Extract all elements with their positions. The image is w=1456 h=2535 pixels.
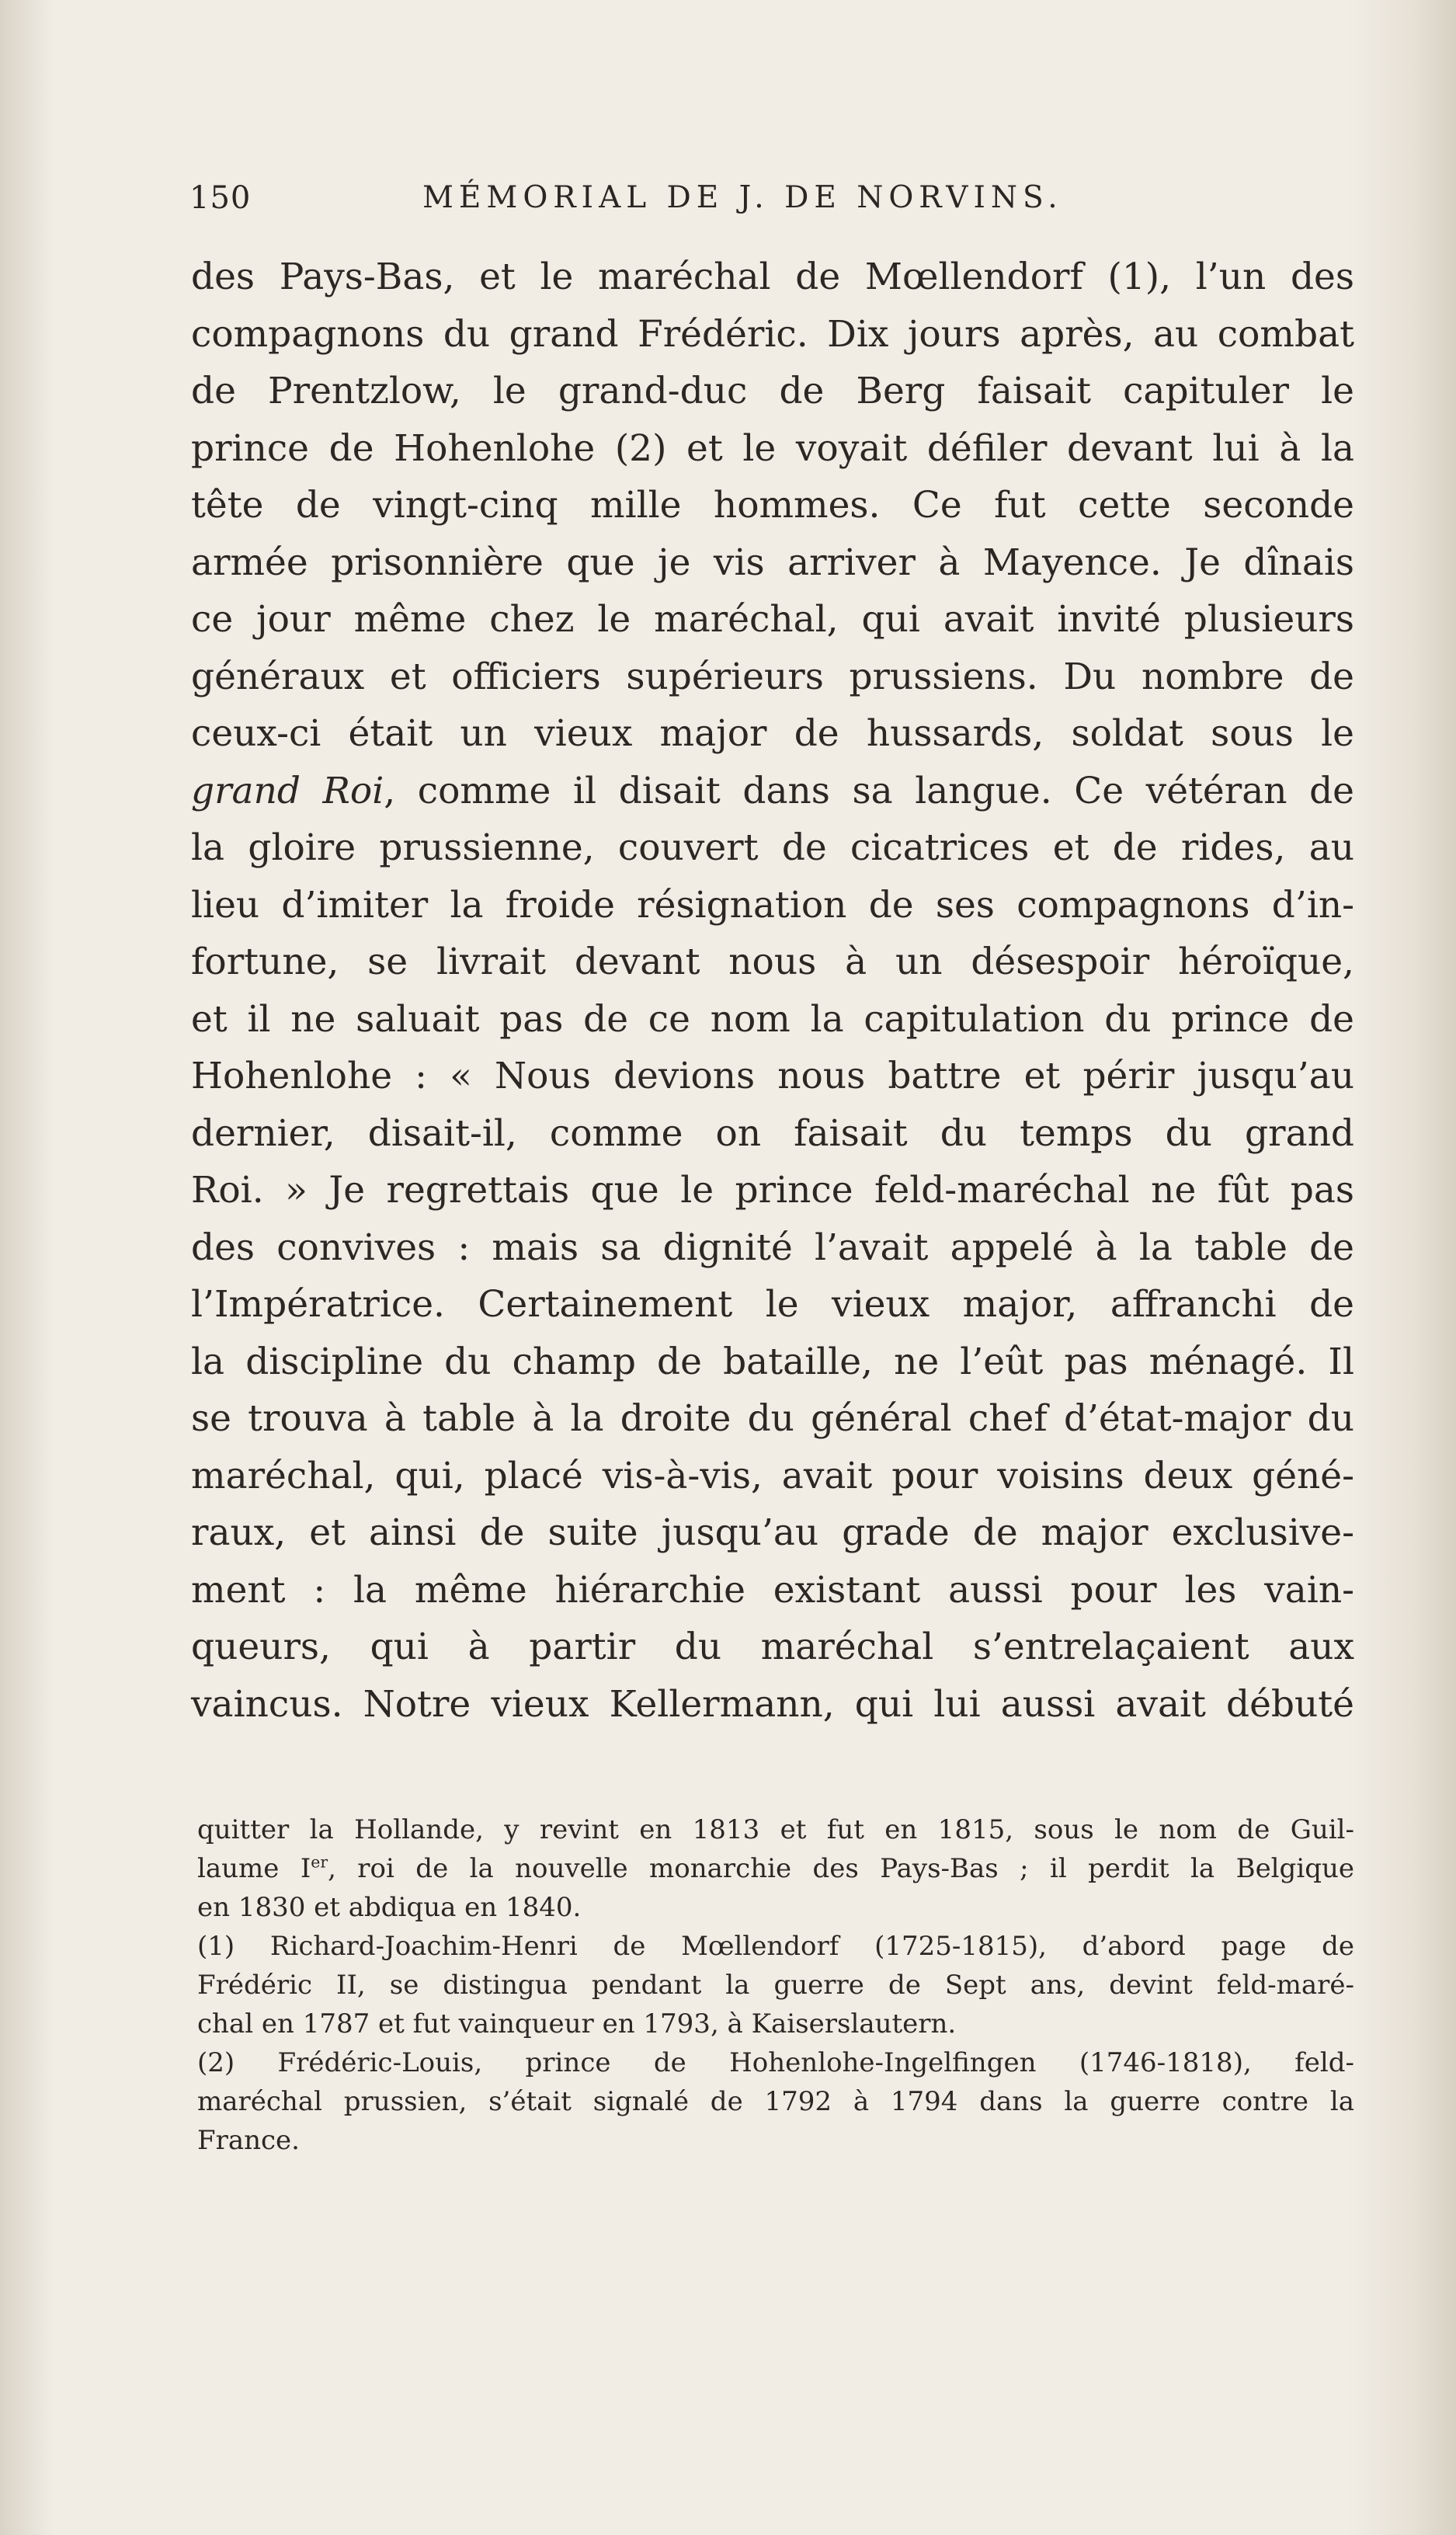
body-line: généraux et officiers supérieurs prussiens. Du nombre de: [191, 655, 1354, 698]
page-number: 150: [189, 180, 252, 216]
footnote-text: laume I: [197, 1853, 311, 1884]
italic-text: grand Roi: [191, 769, 384, 812]
footnote-line: chal en 1787 et fut vainqueur en 1793, à Kaiserslautern.: [197, 2008, 957, 2039]
body-line: [191, 763, 1354, 820]
body-line: ment : la même hiérarchie existant aussi pour les vain-: [191, 1568, 1354, 1612]
body-line: la gloire prussienne, couvert de cicatrices et de rides, au: [191, 826, 1354, 869]
body-line: armée prisonnière que je vis arriver à Mayence. Je dînais: [191, 541, 1354, 584]
body-line: prince de Hohenlohe (2) et le voyait défiler devant lui à la: [191, 426, 1354, 470]
body-line: queurs, qui à partir du maréchal s’entrelaçaient aux: [191, 1626, 1354, 1668]
body-line: Hohenlohe : « Nous devions nous battre et périr jusqu’au: [191, 1055, 1354, 1097]
footnote-text: , roi de la nouvelle monarchie des Pays-Bas ; il perdit la Belgique: [328, 1853, 1354, 1884]
body-line: ceux-ci était un vieux major de hussards, soldat sous le: [191, 712, 1354, 755]
page-shadow-right: [1347, 0, 1456, 2535]
body-line: ce jour même chez le maréchal, qui avait invité plusieurs: [191, 598, 1354, 641]
superscript: er: [311, 1852, 328, 1872]
body-line: tête de vingt-cinq mille hommes. Ce fut cette seconde: [191, 484, 1354, 527]
body-line: compagnons du grand Frédéric. Dix jours après, au combat: [191, 312, 1354, 356]
body-line: vaincus. Notre vieux Kellermann, qui lui aussi avait débuté: [191, 1682, 1354, 1726]
footnote-line: France.: [197, 2125, 300, 2156]
body-line: des Pays-Bas, et le maréchal de Mœllendorf (1), l’un des: [191, 256, 1354, 298]
body-line: et il ne saluait pas de ce nom la capitulation du prince de: [191, 997, 1354, 1041]
body-line-rest: , comme il disait dans sa langue. Ce vétéran de: [384, 769, 1354, 812]
body-line: maréchal, qui, placé vis-à-vis, avait pour voisins deux géné-: [191, 1454, 1354, 1497]
footnote-line: quitter la Hollande, y revint en 1813 et fut en 1815, sous le nom de Guil-: [197, 1814, 1354, 1845]
footnote-continuation: [197, 1810, 1354, 1927]
footnote-2: [197, 2043, 1354, 2160]
footnote-line: maréchal prussien, s’était signalé de 1792 à 1794 dans la guerre contre la: [197, 2086, 1354, 2117]
body-line: raux, et ainsi de suite jusqu’au grade de major exclusive-: [191, 1511, 1354, 1554]
footnote-line: Frédéric II, se distingua pendant la guerre de Sept ans, devint feld-maré-: [197, 1970, 1354, 2001]
body-line: fortune, se livrait devant nous à un désespoir héroïque,: [191, 941, 1354, 983]
running-head: [189, 180, 1292, 227]
body-line: des convives : mais sa dignité l’avait appelé à la table de: [191, 1226, 1354, 1269]
body-text: [191, 249, 1354, 1733]
footnote-1: [197, 1927, 1354, 2043]
body-line: dernier, disait-il, comme on faisait du temps du grand: [191, 1111, 1354, 1155]
footnotes: [197, 1810, 1354, 2160]
footnote-line: (1) Richard-Joachim-Henri de Mœllendorf (1725-1815), d’abord page de: [197, 1931, 1354, 1962]
body-line: de Prentzlow, le grand-duc de Berg faisait capituler le: [191, 370, 1354, 412]
footnote-line: (2) Frédéric-Louis, prince de Hohenlohe-Ingelfingen (1746-1818), feld-: [197, 2047, 1354, 2078]
footnote-line: en 1830 et abdiqua en 1840.: [197, 1892, 582, 1923]
footnote-line: [197, 1849, 1354, 1888]
body-line: la discipline du champ de bataille, ne l’eût pas ménagé. Il: [191, 1340, 1354, 1383]
body-line: se trouva à table à la droite du général chef d’état-major du: [191, 1397, 1354, 1440]
page-shadow-left: [0, 0, 54, 2535]
running-title: MÉMORIAL DE J. DE NORVINS.: [422, 180, 1063, 215]
body-line: Roi. » Je regrettais que le prince feld-maréchal ne fût pas: [191, 1169, 1354, 1212]
body-line: lieu d’imiter la froide résignation de ses compagnons d’in-: [191, 883, 1354, 927]
body-line: l’Impératrice. Certainement le vieux major, affranchi de: [191, 1283, 1354, 1326]
